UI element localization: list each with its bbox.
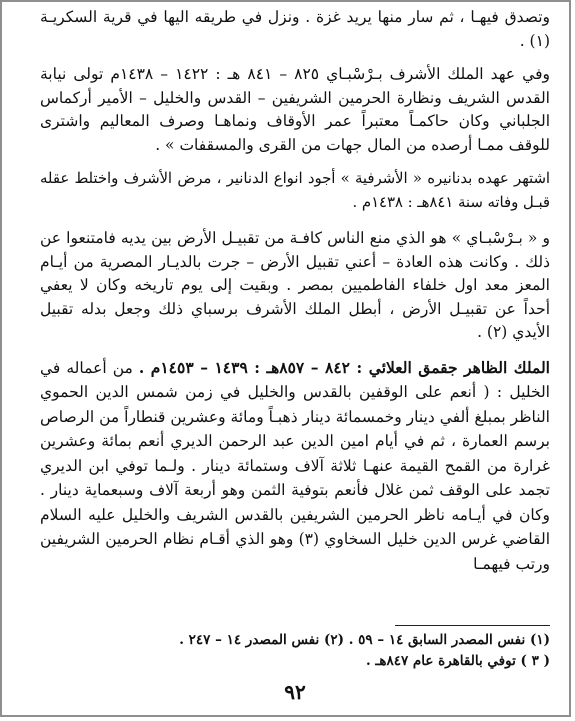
paragraph-5-body: من أعماله في الخليل : ( أنعم على الوقفين بالقدس والخليل في زمن شمس الدين الحموي الناظر بمبلغ ألفي دينار وخمسمائة دينار ذهبـاً ومائة وعشرين قنطاراً من الرصاص برسم العمارة ، ثم في أيام امين الدين عبد الرحمن الديري أنعم بمائة وعشرين غرارة من القمح القيمة عنهـا ثلاثة آلاف وستمائة دينار . ولـما توفي ابن الديري تجمد على الوقف ثمن غلال فأنعم بتوفية الثمن وهو أربعة آلاف وسبعماية دينار . وكان في أيـامه ناظر الحرمين الشريفين بالقدس الشريف والخليل عليه السلام القاضي غرس الدين خليل السخاوي (٣) وهو الذي أقـام نظام الحرمين الشريفين ورتب فيهمـا — [39, 358, 551, 573]
paragraph-3: اشتهر عهده بدنانيره « الأشرفية » أجود انواع الدنانير ، مرض الأشرف واختلط عقله قبـل وفاته سنة ٨٤١هـ : ١٤٣٨م . — [40, 170, 550, 211]
paragraph-1: وتصدق فيهـا ، ثم سار منها يريد غزة . ونزل في طريقه اليها في قرية السكريـة (١) . — [40, 8, 550, 50]
document-page — [40, 6, 550, 706]
page-number: ٩٢ — [284, 680, 306, 704]
paragraph-2: وفي عهد الملك الأشرف بـرْسْبـاي ٨٢٥ – ٨٤١ هـ : ١٤٢٢ – ١٤٣٨م تولى نيابة القدس الشريف ونظارة الحرمين الشريفين – القدس والخليل – الأمير أركماس الجلباني وكان حاكمـاً معتبراً عمر الأوقاف ونماهـا وصرف المعاليم واشترى للوقف ممـا أرصده من المال جهات من القرى والمسقفات » . — [40, 65, 550, 154]
paragraph-5-heading: الملك الظاهر جقمق العلائي : ٨٤٢ – ٨٥٧هـ : ١٤٣٩ – ١٤٥٣م . — [138, 357, 550, 377]
footnote-2: ( ٣ ) توفي بالقاهرة عام ٨٤٧هـ . — [365, 653, 550, 669]
paragraph-4: و « بـرْسْبـاي » هو الذي منع الناس كافـة من تقبيـل الأرض بين يديه فامتنعوا عن ذلك . وكانت هذه العادة – أعني تقبيل الأرض – جرت بالديـار المصرية من أيـام المعز معد اول خلفاء الفاطميين بمصر . وبقيت إلى يوم تاريخه وكان لا يعفي أحداً عن تقبيـل الأرض ، أبطل الملك الأشرف برسباي ذلك وجعل بدله تقبيل الأيدي (٢) . — [40, 229, 550, 341]
paragraph-5 — [40, 356, 550, 577]
footnote-1: (١) نفس المصدر السابق ١٤ – ٥٩ . (٢) نفس المصدر ١٤ – ٢٤٧ . — [179, 632, 550, 648]
footnotes — [40, 630, 550, 672]
footnote-divider — [395, 625, 550, 626]
